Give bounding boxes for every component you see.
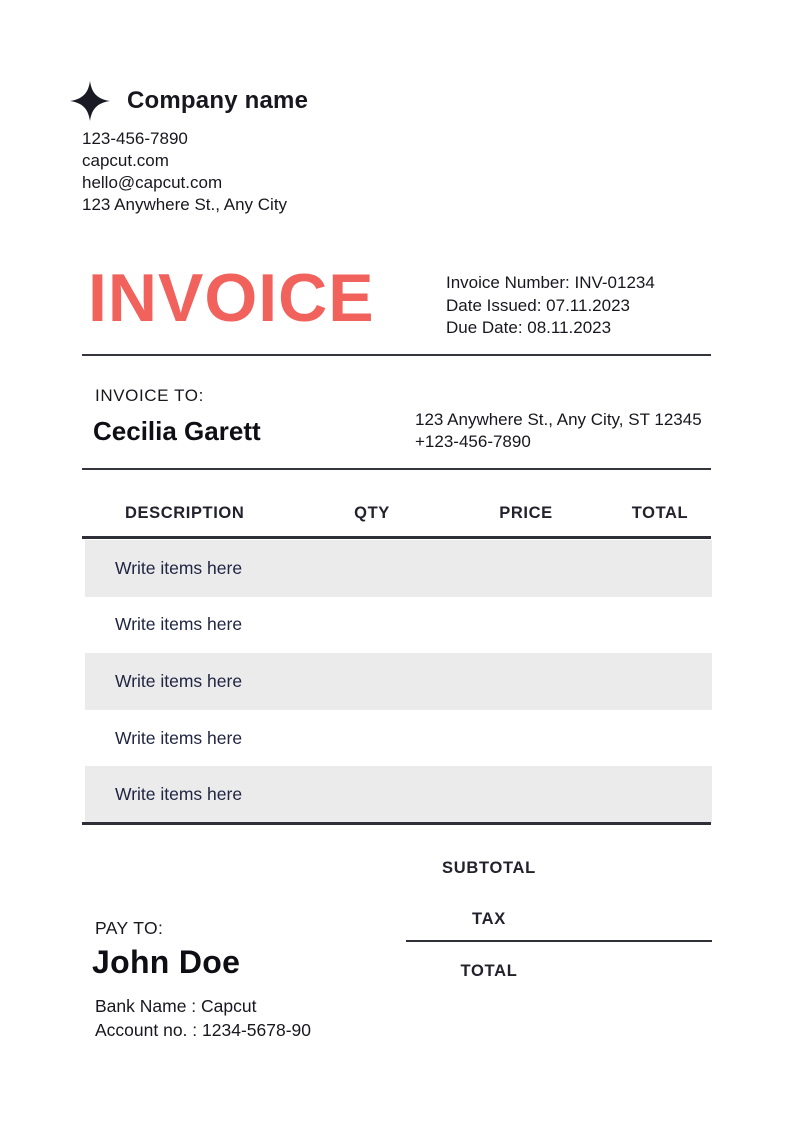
account-number: Account no. : 1234-5678-90 — [95, 1020, 311, 1040]
invoice-title: INVOICE — [88, 260, 375, 336]
item-description-cell[interactable]: Write items here — [115, 727, 243, 748]
subtotal-label: SUBTOTAL — [442, 859, 536, 877]
column-header-total: TOTAL — [631, 504, 689, 522]
column-header-qty: QTY — [354, 504, 390, 522]
column-header-description: DESCRIPTION — [125, 504, 245, 522]
item-description-cell[interactable]: Write items here — [115, 614, 243, 635]
column-header-price: PRICE — [499, 504, 553, 522]
company-contact-block — [82, 128, 287, 216]
table-row[interactable] — [85, 540, 712, 597]
item-description-cell[interactable]: Write items here — [115, 784, 243, 805]
item-description-cell[interactable]: Write items here — [115, 557, 243, 578]
totals-rule — [406, 940, 712, 942]
bank-name: Bank Name : Capcut — [95, 996, 257, 1016]
table-header-rule — [82, 536, 711, 539]
invoice-meta-block — [446, 272, 655, 340]
client-address: 123 Anywhere St., Any City, ST 12345 — [415, 410, 702, 429]
table-row[interactable] — [85, 653, 712, 710]
invoice-number: Invoice Number: INV-01234 — [446, 273, 655, 292]
date-issued: Date Issued: 07.11.2023 — [446, 295, 630, 315]
client-contact-block — [415, 409, 702, 453]
item-description-cell[interactable]: Write items here — [115, 670, 243, 691]
client-phone: +123-456-7890 — [415, 432, 531, 451]
items-table-body — [85, 540, 712, 823]
divider-under-title — [82, 354, 711, 356]
bank-details-block — [95, 994, 311, 1042]
pay-to-label: PAY TO: — [95, 918, 164, 938]
company-website: capcut.com — [82, 151, 169, 170]
client-name: Cecilia Garett — [93, 416, 261, 446]
sparkle-icon — [70, 80, 110, 122]
divider-under-billto — [82, 468, 711, 470]
table-row[interactable] — [85, 710, 712, 767]
due-date: Due Date: 08.11.2023 — [446, 318, 612, 337]
company-header — [70, 80, 308, 122]
company-address: 123 Anywhere St., Any City — [82, 195, 288, 214]
invoice-to-label: INVOICE TO: — [95, 386, 204, 405]
table-row[interactable] — [85, 766, 712, 823]
table-footer-rule — [82, 822, 711, 825]
company-name: Company name — [127, 87, 309, 114]
tax-label: TAX — [472, 910, 506, 928]
table-row[interactable] — [85, 597, 712, 654]
total-label: TOTAL — [460, 962, 518, 980]
company-phone: 123-456-7890 — [82, 129, 188, 148]
company-email: hello@capcut.com — [82, 173, 223, 192]
payee-name: John Doe — [92, 944, 241, 980]
